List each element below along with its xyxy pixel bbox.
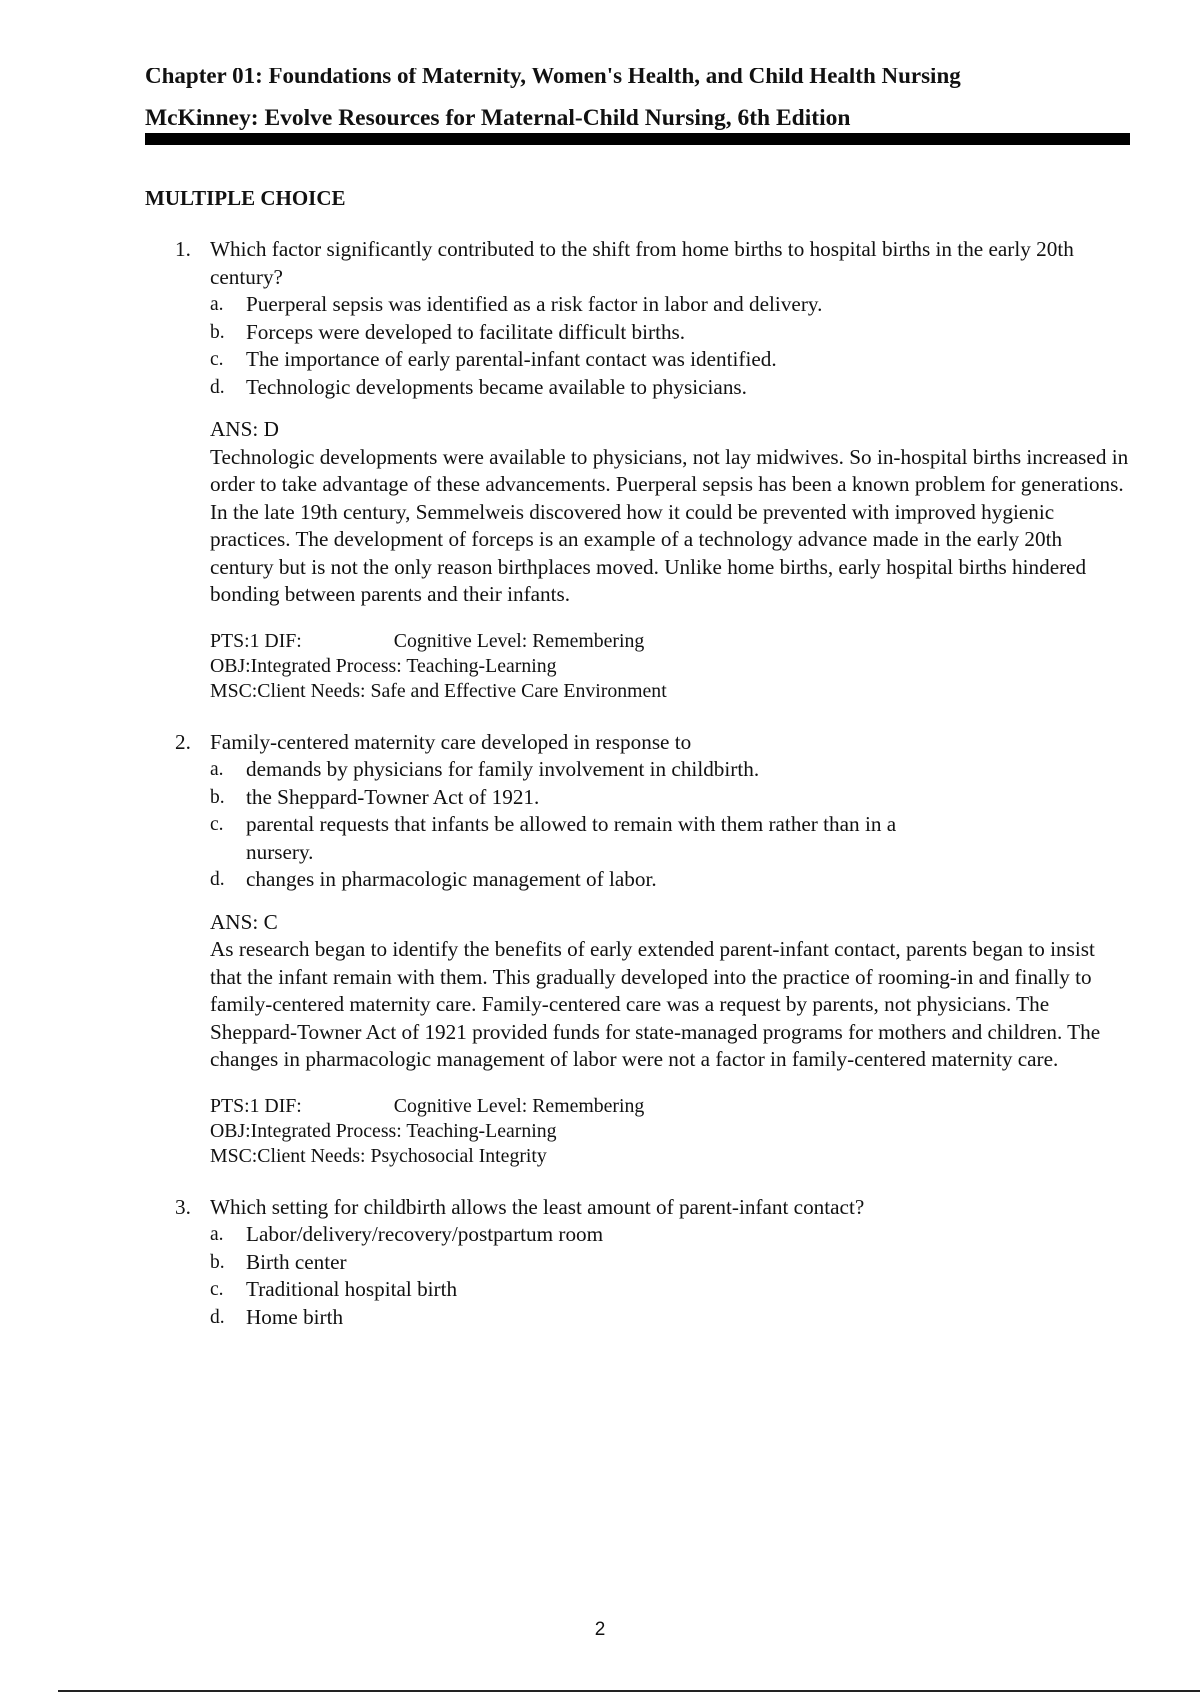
question-1: [145, 236, 1130, 704]
answer-rationale: Technologic developments were available to physicians, not lay midwives. So in-hospital births increased in order to take advantage of these advancements. Puerperal sepsis has been a known problem for generations. In the late 19th century, Semmelweis discovered how it could be prevented with improved hygienic practices. The development of forceps is an example of a technology advance made in the early 20th century but is not the only reason birthplaces moved. Unlike home births, early hospital births hindered bonding between parents and their infants.: [210, 444, 1129, 606]
question-stem: Which setting for childbirth allows the least amount of parent-infant contact?: [210, 1194, 865, 1219]
option-letter: b.: [210, 1251, 225, 1273]
question-number: 3.: [175, 1194, 191, 1219]
option-text: the Sheppard-Towner Act of 1921.: [246, 784, 540, 809]
option-letter: d.: [210, 376, 225, 398]
footer-rule: [58, 1690, 1200, 1692]
question-metadata: [210, 1094, 1130, 1169]
meta-pts-row: [210, 1094, 1130, 1119]
question-number: 1.: [175, 237, 191, 261]
meta-objective: OBJ:Integrated Process: Teaching-Learning: [210, 654, 557, 677]
option-text: changes in pharmacologic management of labor.: [246, 867, 657, 891]
option-letter: b.: [210, 321, 225, 343]
option-letter: a.: [210, 759, 224, 780]
option-text: Home birth: [246, 1304, 344, 1329]
option-c: [210, 811, 966, 866]
meta-objective: OBJ:Integrated Process: Teaching-Learning: [210, 1119, 557, 1142]
option-letter: a.: [210, 294, 224, 315]
question-stem: Which factor significantly contributed to the shift from home births to hospital births in the early 20th century?: [210, 237, 1074, 289]
option-a: [210, 291, 966, 319]
option-letter: b.: [210, 786, 225, 808]
meta-pts-dif: PTS:1 DIF:: [210, 629, 302, 652]
answer-options: [210, 1221, 1130, 1331]
option-text: parental requests that infants be allowed to remain with them rather than in a nursery.: [246, 812, 897, 864]
option-text: Labor/delivery/recovery/postpartum room: [246, 1222, 604, 1246]
option-text: The importance of early parental-infant contact was identified.: [246, 347, 777, 371]
option-d: [210, 866, 966, 894]
option-d: [210, 1304, 966, 1332]
option-text: Puerperal sepsis was identified as a risk factor in labor and delivery.: [246, 292, 823, 316]
option-text: demands by physicians for family involvement in childbirth.: [246, 757, 760, 781]
answer-rationale: As research began to identify the benefits of early extended parent-infant contact, parents began to insist that the infant remain with them. This gradually developed into the practice of rooming-in and finally to family-centered maternity care. Family-centered care was a request by parents, not physicians. The Sheppard-Towner Act of 1921 provided funds for state-managed programs for mothers and children. The changes in pharmacologic management of labor were not a factor in family-centered maternity care.: [210, 937, 1101, 1071]
question-metadata: [210, 629, 1130, 704]
option-b: [210, 319, 966, 347]
questions-list: [145, 236, 1130, 1331]
option-letter: d.: [210, 1306, 225, 1328]
option-text: Birth center: [246, 1249, 347, 1274]
question-3: [145, 1194, 1130, 1332]
option-letter: d.: [210, 869, 225, 890]
page-number: 2: [594, 1619, 606, 1640]
meta-cognitive-level: Cognitive Level: Remembering: [393, 1094, 645, 1117]
question-spacer: [145, 1169, 1130, 1194]
section-title: MULTIPLE CHOICE: [145, 186, 346, 210]
meta-pts-dif: PTS:1 DIF:: [210, 1094, 302, 1117]
meta-pts-row: [210, 629, 1130, 654]
answer-options: [210, 756, 1130, 894]
answer-key: ANS: C: [210, 909, 278, 934]
option-text: Technologic developments became available to physicians.: [246, 374, 747, 399]
option-b: [210, 1249, 966, 1277]
question-spacer: [145, 704, 1130, 729]
question-2: [145, 729, 1130, 1169]
option-c: [210, 346, 966, 374]
option-b: [210, 784, 966, 812]
question-number: 2.: [175, 729, 191, 754]
book-title: McKinney: Evolve Resources for Maternal-Child Nursing, 6th Edition: [145, 105, 851, 131]
option-letter: c.: [210, 1279, 224, 1300]
option-a: [210, 1221, 966, 1249]
answer-options: [210, 291, 1130, 401]
option-letter: c.: [210, 814, 224, 835]
option-a: [210, 756, 966, 784]
meta-client-needs: MSC:Client Needs: Safe and Effective Care Environment: [210, 679, 667, 702]
meta-cognitive-level: Cognitive Level: Remembering: [393, 629, 645, 652]
page-header: [145, 68, 1130, 131]
chapter-title: Chapter 01: Foundations of Maternity, Women's Health, and Child Health Nursing: [145, 68, 961, 88]
question-stem: Family-centered maternity care developed in response to: [210, 729, 692, 754]
option-c: [210, 1276, 966, 1304]
option-text: Traditional hospital birth: [246, 1277, 458, 1301]
meta-client-needs: MSC:Client Needs: Psychosocial Integrity: [210, 1144, 547, 1167]
header-rule: [145, 133, 1130, 145]
option-text: Forceps were developed to facilitate difficult births.: [246, 319, 686, 344]
option-letter: a.: [210, 1224, 224, 1245]
answer-key: ANS: D: [210, 417, 279, 441]
option-d: [210, 374, 966, 402]
option-letter: c.: [210, 349, 224, 370]
